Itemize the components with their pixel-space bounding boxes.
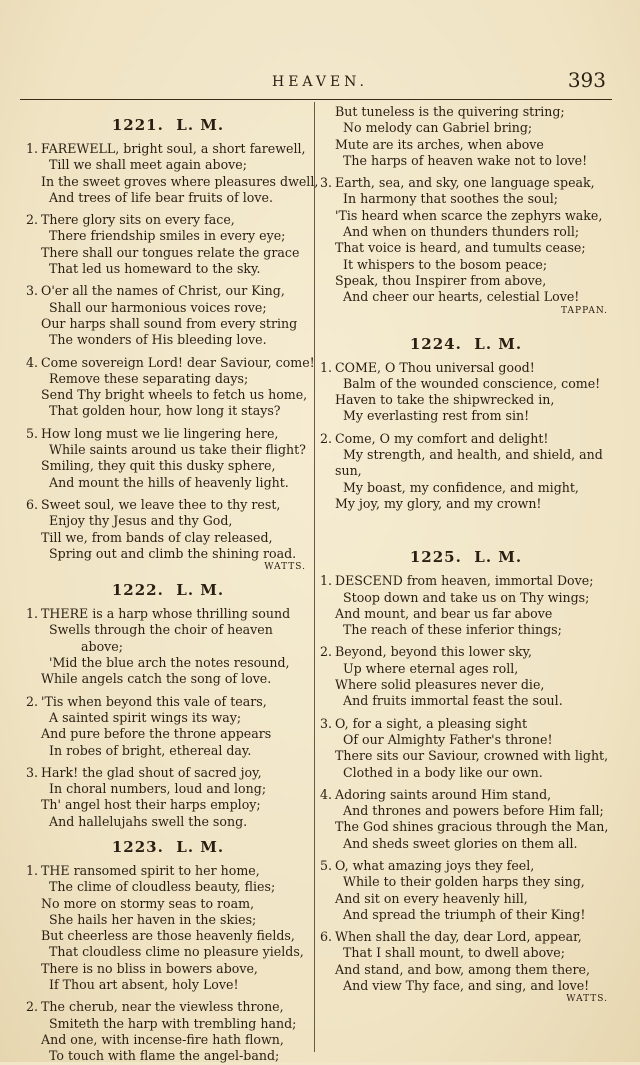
verse-line: No more on stormy seas to roam,: [41, 895, 255, 911]
stanza-number: 2.: [26, 693, 39, 709]
verse-line: Of our Almighty Father's throne!: [343, 731, 553, 747]
stanza: [26, 999, 310, 1064]
stanza: [26, 606, 310, 687]
verse-line: And cheer our hearts, celestial Love!: [343, 289, 580, 305]
verse-line: Smiteth the harp with trembling hand;: [49, 1015, 297, 1031]
verse-line: And when on thunders thunders roll;: [343, 224, 580, 240]
hymn: [26, 116, 319, 573]
verse-line: O'er all the names of Christ, our King,: [41, 283, 285, 299]
verse-line: That cloudless clime no pleasure yields,: [49, 944, 304, 960]
verse-line: And view Thy face, and sing, and love!: [343, 978, 590, 994]
stanza-number: 1.: [26, 141, 39, 156]
verse-line: Speak, thou Inspirer from above,: [335, 272, 547, 288]
stanza-number: 6.: [320, 929, 333, 945]
verse-line: My joy, my glory, and my crown!: [335, 495, 542, 511]
verse-line: THERE is a harp whose thrilling sound: [41, 606, 291, 622]
stanza: [320, 858, 612, 923]
stanza: [320, 360, 612, 425]
stanza: [26, 765, 310, 830]
verse-line: My boast, my confidence, and might,: [343, 479, 579, 495]
verse-line: Th' angel host their harps employ;: [41, 797, 261, 813]
verse-line: While angels catch the song of love.: [41, 671, 272, 687]
stanza-number: 6.: [26, 496, 39, 512]
verse-line: Earth, sea, and sky, one language speak,: [335, 175, 595, 191]
verse-line: Where solid pleasures never die,: [335, 677, 545, 693]
verse-line: There shall our tongues relate the grace: [41, 244, 300, 260]
verse-line: Till we, from bands of clay released,: [41, 529, 273, 545]
verse-line: While saints around us take their flight?: [49, 442, 306, 458]
verse-line: Spring out and climb the shining road.: [49, 545, 297, 561]
verse-line: 'Tis when beyond this vale of tears,: [41, 693, 267, 709]
stanza-number: 4.: [26, 354, 39, 370]
verse-line: That led us homeward to the sky.: [49, 261, 261, 277]
stanza-number: 2.: [320, 430, 333, 446]
verse-line: But tuneless is the quivering string;: [335, 104, 565, 119]
stanza-number: 5.: [320, 857, 333, 873]
verse-line: And fruits immortal feast the soul.: [343, 693, 563, 709]
page-title: HEAVEN.: [272, 74, 368, 90]
verse-line: And sit on every heavenly hill,: [335, 890, 528, 906]
verse-line: O, for a sight, a pleasing sight: [335, 715, 528, 731]
verse-line: Up where eternal ages roll,: [343, 660, 519, 676]
stanza-number: 4.: [320, 786, 333, 802]
stanza-number: 3.: [26, 283, 39, 299]
verse-line: My strength, and health, and shield, and: [343, 447, 603, 463]
verse-line: And stand, and bow, among them there,: [335, 961, 590, 977]
verse-line: THE ransomed spirit to her home,: [41, 862, 260, 878]
hymn-meter: L. M.: [176, 837, 225, 856]
verse-line: 'Tis heard when scarce the zephyrs wake,: [335, 207, 603, 223]
verse-line: And one, with incense-fire hath flown,: [41, 1031, 284, 1047]
verse-line: And pure before the throne appears: [41, 726, 272, 742]
hymn-heading: [26, 838, 310, 856]
verse-line: Our harps shall sound from every string: [41, 315, 298, 331]
verse-line: In choral numbers, loud and long;: [49, 781, 267, 797]
verse-line: While to their golden harps they sing,: [343, 874, 585, 890]
stanza: [26, 426, 310, 491]
verse-line: She hails her haven in the skies;: [49, 911, 257, 927]
verse-line: In harmony that soothes the soul;: [343, 191, 558, 207]
verse-line: But cheerless are those heavenly fields,: [41, 928, 295, 944]
stanza: [26, 863, 310, 993]
hymn-meter: L. M.: [176, 116, 225, 134]
verse-line: And trees of life bear fruits of love.: [49, 189, 273, 205]
verse-line: Smiling, they quit this dusky sphere,: [41, 458, 276, 474]
verse-line: sun,: [335, 463, 362, 479]
verse-line: Clothed in a body like our own.: [343, 764, 543, 780]
stanza: [320, 573, 612, 638]
verse-line: The God shines gracious through the Man,: [335, 819, 609, 835]
stanza-number: 1.: [320, 573, 333, 589]
verse-line: Till we shall meet again above;: [49, 157, 247, 173]
stanza-number: 1.: [320, 359, 333, 375]
stanza: [26, 141, 319, 206]
stanza: [26, 283, 310, 348]
verse-line: My everlasting rest from sin!: [343, 408, 530, 424]
hymn: [320, 104, 612, 317]
verse-line: That golden hour, how long it stays?: [49, 403, 281, 419]
hymn-number: 1225.: [409, 548, 462, 567]
stanza: [320, 104, 612, 169]
hymn: [320, 335, 612, 513]
right-column: [320, 104, 612, 1005]
hymn-heading: [320, 548, 612, 566]
verse-line: Hark! the glad shout of sacred joy,: [41, 764, 262, 780]
verse-line: There sits our Saviour, crowned with light,: [335, 748, 609, 764]
verse-line: 'Mid the blue arch the notes resound,: [49, 655, 290, 671]
stanza-number: 3.: [26, 764, 39, 780]
verse-line: Send Thy bright wheels to fetch us home,: [41, 387, 308, 403]
verse-line: The clime of cloudless beauty, flies;: [49, 879, 276, 895]
hymn: [26, 581, 310, 830]
hymn-number: 1221.: [111, 116, 164, 134]
hymn: [26, 838, 310, 1065]
verse-line: Shall our harmonious voices rove;: [49, 299, 267, 315]
page-number: 393: [567, 68, 606, 92]
verse-line: In the sweet groves where pleasures dwell,: [41, 173, 319, 189]
verse-line: The harps of heaven wake not to love!: [343, 152, 588, 168]
stanza-number: 3.: [320, 175, 333, 191]
verse-line: Come, O my comfort and delight!: [335, 430, 549, 446]
stanza: [320, 175, 612, 305]
verse-line: And mount, and bear us far above: [335, 605, 553, 621]
verse-line: And mount the hills of heavenly light.: [49, 474, 289, 490]
verse-line: And thrones and powers before Him fall;: [343, 803, 604, 819]
verse-line: There friendship smiles in every eye;: [49, 228, 286, 244]
stanza: [320, 787, 612, 852]
hymn-meter: L. M.: [176, 581, 225, 600]
stanza-number: 1.: [26, 862, 39, 878]
hymn-heading: [26, 581, 310, 599]
hymn-meter: L. M.: [474, 548, 523, 567]
stanza: [320, 431, 612, 512]
hymn-author: TAPPAN.: [561, 305, 608, 316]
verse-line: Remove these separating days;: [49, 370, 249, 386]
stanza: [320, 644, 612, 709]
verse-line: Enjoy thy Jesus and thy God,: [49, 513, 233, 529]
verse-line: If Thou art absent, holy Love!: [49, 977, 239, 993]
stanza: [320, 929, 612, 994]
verse-line: Balm of the wounded conscience, come!: [343, 375, 601, 391]
verse-line: above;: [81, 638, 123, 654]
verse-line: And spread the triumph of their King!: [343, 906, 586, 922]
hymn: [320, 548, 612, 1005]
verse-line: FAREWELL, bright soul, a short farewell,: [41, 141, 306, 156]
verse-line: There glory sits on every face,: [41, 212, 235, 228]
verse-line: Haven to take the shipwrecked in,: [335, 392, 555, 408]
verse-line: To touch with flame the angel-band;: [49, 1048, 280, 1064]
running-header: [0, 68, 640, 96]
stanza: [26, 694, 310, 759]
hymn-number: 1222.: [111, 581, 164, 600]
verse-line: There is no bliss in bowers above,: [41, 960, 258, 976]
header-rule: [20, 99, 612, 100]
verse-line: And hallelujahs swell the song.: [49, 813, 248, 829]
column-divider: [314, 102, 315, 1052]
stanza: [26, 497, 310, 562]
stanza-number: 1.: [26, 606, 39, 622]
verse-line: Beyond, beyond this lower sky,: [335, 644, 533, 660]
verse-line: When shall the day, dear Lord, appear,: [335, 929, 582, 945]
verse-line: The wonders of His bleeding love.: [49, 332, 267, 348]
verse-line: DESCEND from heaven, immortal Dove;: [335, 573, 594, 589]
verse-line: Come sovereign Lord! dear Saviour, come!: [41, 354, 315, 370]
verse-line: That voice is heard, and tumults cease;: [335, 240, 586, 256]
verse-line: Mute are its arches, when above: [335, 136, 544, 152]
verse-line: Sweet soul, we leave thee to thy rest,: [41, 496, 281, 512]
stanza: [26, 354, 315, 420]
hymn-heading: [26, 116, 310, 134]
verse-line: How long must we lie lingering here,: [41, 425, 279, 441]
verse-line: O, what amazing joys they feel,: [335, 857, 535, 873]
verse-line: No melody can Gabriel bring;: [343, 120, 533, 136]
verse-line: Adoring saints around Him stand,: [335, 786, 552, 802]
stanza-number: 2.: [26, 999, 39, 1015]
verse-line: And sheds sweet glories on them all.: [343, 835, 578, 851]
hymn-meter: L. M.: [474, 334, 523, 353]
stanza-number: 3.: [320, 715, 333, 731]
verse-line: It whispers to the bosom peace;: [343, 256, 548, 272]
verse-line: Stoop down and take us on Thy wings;: [343, 589, 590, 605]
hymn-heading: [320, 335, 612, 353]
left-column: [26, 104, 319, 1065]
verse-line: That I shall mount, to dwell above;: [343, 945, 565, 961]
hymn-author: WATTS.: [566, 994, 608, 1005]
verse-line: Swells through the choir of heaven: [49, 622, 273, 638]
verse-line: The reach of these inferior things;: [343, 622, 562, 638]
verse-line: COME, O Thou universal good!: [335, 359, 535, 375]
verse-line: A sainted spirit wings its way;: [49, 709, 242, 725]
stanza-number: 2.: [320, 644, 333, 660]
stanza: [26, 212, 310, 277]
verse-line: The cherub, near the viewless throne,: [41, 999, 284, 1015]
hymn-author: WATTS.: [264, 562, 306, 573]
stanza-number: 2.: [26, 212, 39, 228]
verse-line: In robes of bright, ethereal day.: [49, 742, 252, 758]
stanza-number: 5.: [26, 425, 39, 441]
hymn-number: 1223.: [111, 837, 164, 856]
stanza: [320, 716, 612, 781]
hymn-number: 1224.: [409, 334, 462, 353]
